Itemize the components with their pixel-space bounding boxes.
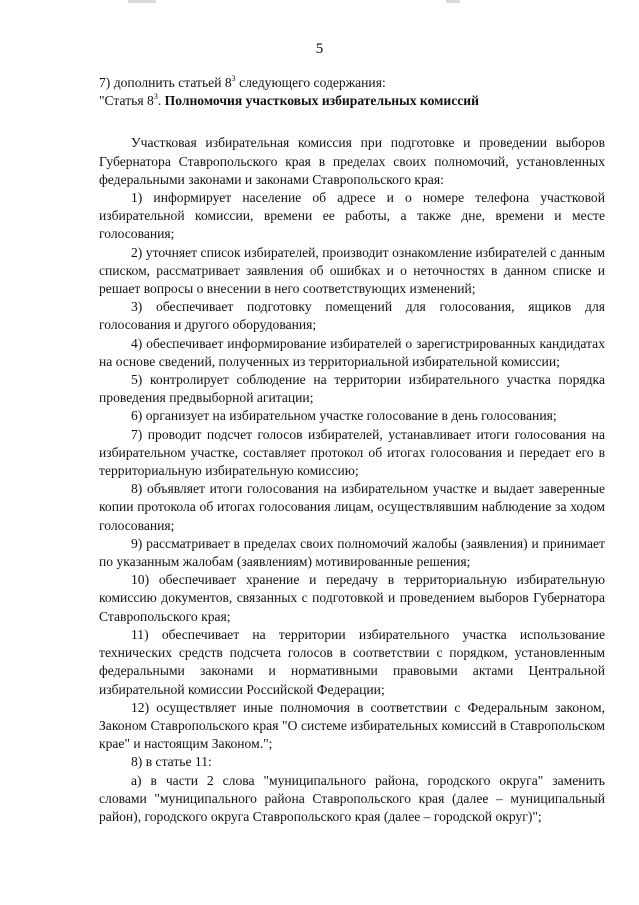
paragraph: 11) обеспечивает на территории избирательного участка использование технических средств подсчета голосов в соответствии с порядком, установленным федеральными законами и нормативными правовыми актами Центральной избирательной комиссии Российской Федерации; bbox=[99, 626, 605, 697]
paragraph: 7) проводит подсчет голосов избирателей, устанавливает итоги голосования на избирательном участке, составляет протокол об итогах голосования и передает его в территориальную избирательную комиссию; bbox=[99, 426, 605, 479]
article-title: Полномочия участковых избирательных комиссий bbox=[161, 93, 479, 109]
paragraph: 3) обеспечивает подготовку помещений для голосования, ящиков для голосования и другого оборудования; bbox=[99, 299, 605, 333]
article-heading bbox=[99, 92, 605, 110]
paragraph: 12) осуществляет иные полномочия в соответствии с Федеральным законом, Законом Ставропольского края "О системе избирательных комиссий в Ставропольском крае" и настоящим Законом."; bbox=[99, 699, 605, 752]
article-label: . bbox=[157, 93, 162, 109]
amendment-line bbox=[99, 74, 605, 92]
article-label: "Статья 8 bbox=[99, 93, 154, 109]
paragraph: 1) информирует население об адресе и о номере телефона участковой избирательной комиссии, времени ее работы, а также дне, времени и месте голосования; bbox=[99, 190, 605, 242]
paragraph: а) в части 2 слова "муниципального района, городского округа" заменить словами "муниципального района Ставропольского края (далее – муниципальный район), городского округа Ставропольского края (далее – городской округ)"; bbox=[99, 772, 605, 824]
document-body bbox=[99, 74, 605, 826]
amendment-text: 7) дополнить статьей 8 bbox=[99, 75, 232, 90]
superscript: 3 bbox=[231, 74, 236, 83]
spacer bbox=[99, 110, 605, 134]
paragraph: 10) обеспечивает хранение и передачу в территориальную избирательную комиссию документов, связанных с подготовкой и проведением выборов Губернатора Ставропольского края; bbox=[99, 572, 605, 624]
paragraph: 5) контролирует соблюдение на территории избирательного участка порядка проведения предвыборной агитации; bbox=[99, 372, 605, 406]
scan-mark bbox=[128, 0, 156, 3]
scan-mark bbox=[446, 0, 460, 3]
paragraph: 8) объявляет итоги голосования на избирательном участке и выдает заверенные копии протокола об итогах голосования лицам, осуществлявшим наблюдение за ходом голосования; bbox=[99, 481, 605, 533]
page-number: 5 bbox=[315, 41, 324, 57]
paragraph: Участковая избирательная комиссия при подготовке и проведении выборов Губернатора Ставропольского края в пределах своих полномочий, установленных федеральными законами и законами Ставропольского края: bbox=[99, 135, 605, 187]
paragraph: 2) уточняет список избирателей, производит ознакомление избирателей с данным списком, рассматривает заявления об ошибках и о неточностях в данном списке и решает вопросы о внесении в него соответствующих изменений; bbox=[99, 244, 605, 297]
paragraph: 6) организует на избирательном участке голосование в день голосования; bbox=[131, 408, 557, 424]
superscript: 3 bbox=[153, 92, 158, 102]
paragraph: 4) обеспечивает информирование избирателей о зарегистрированных кандидатах на основе сведений, полученных из территориальной избирательной комиссии; bbox=[99, 335, 605, 369]
paragraph: 8) в статье 11: bbox=[131, 754, 212, 770]
paragraph: 9) рассматривает в пределах своих полномочий жалобы (заявления) и принимает по указанным жалобам (заявлениям) мотивированные решения; bbox=[99, 535, 605, 570]
amendment-text: следующего содержания: bbox=[235, 75, 386, 90]
scan-top-edge bbox=[0, 0, 639, 6]
